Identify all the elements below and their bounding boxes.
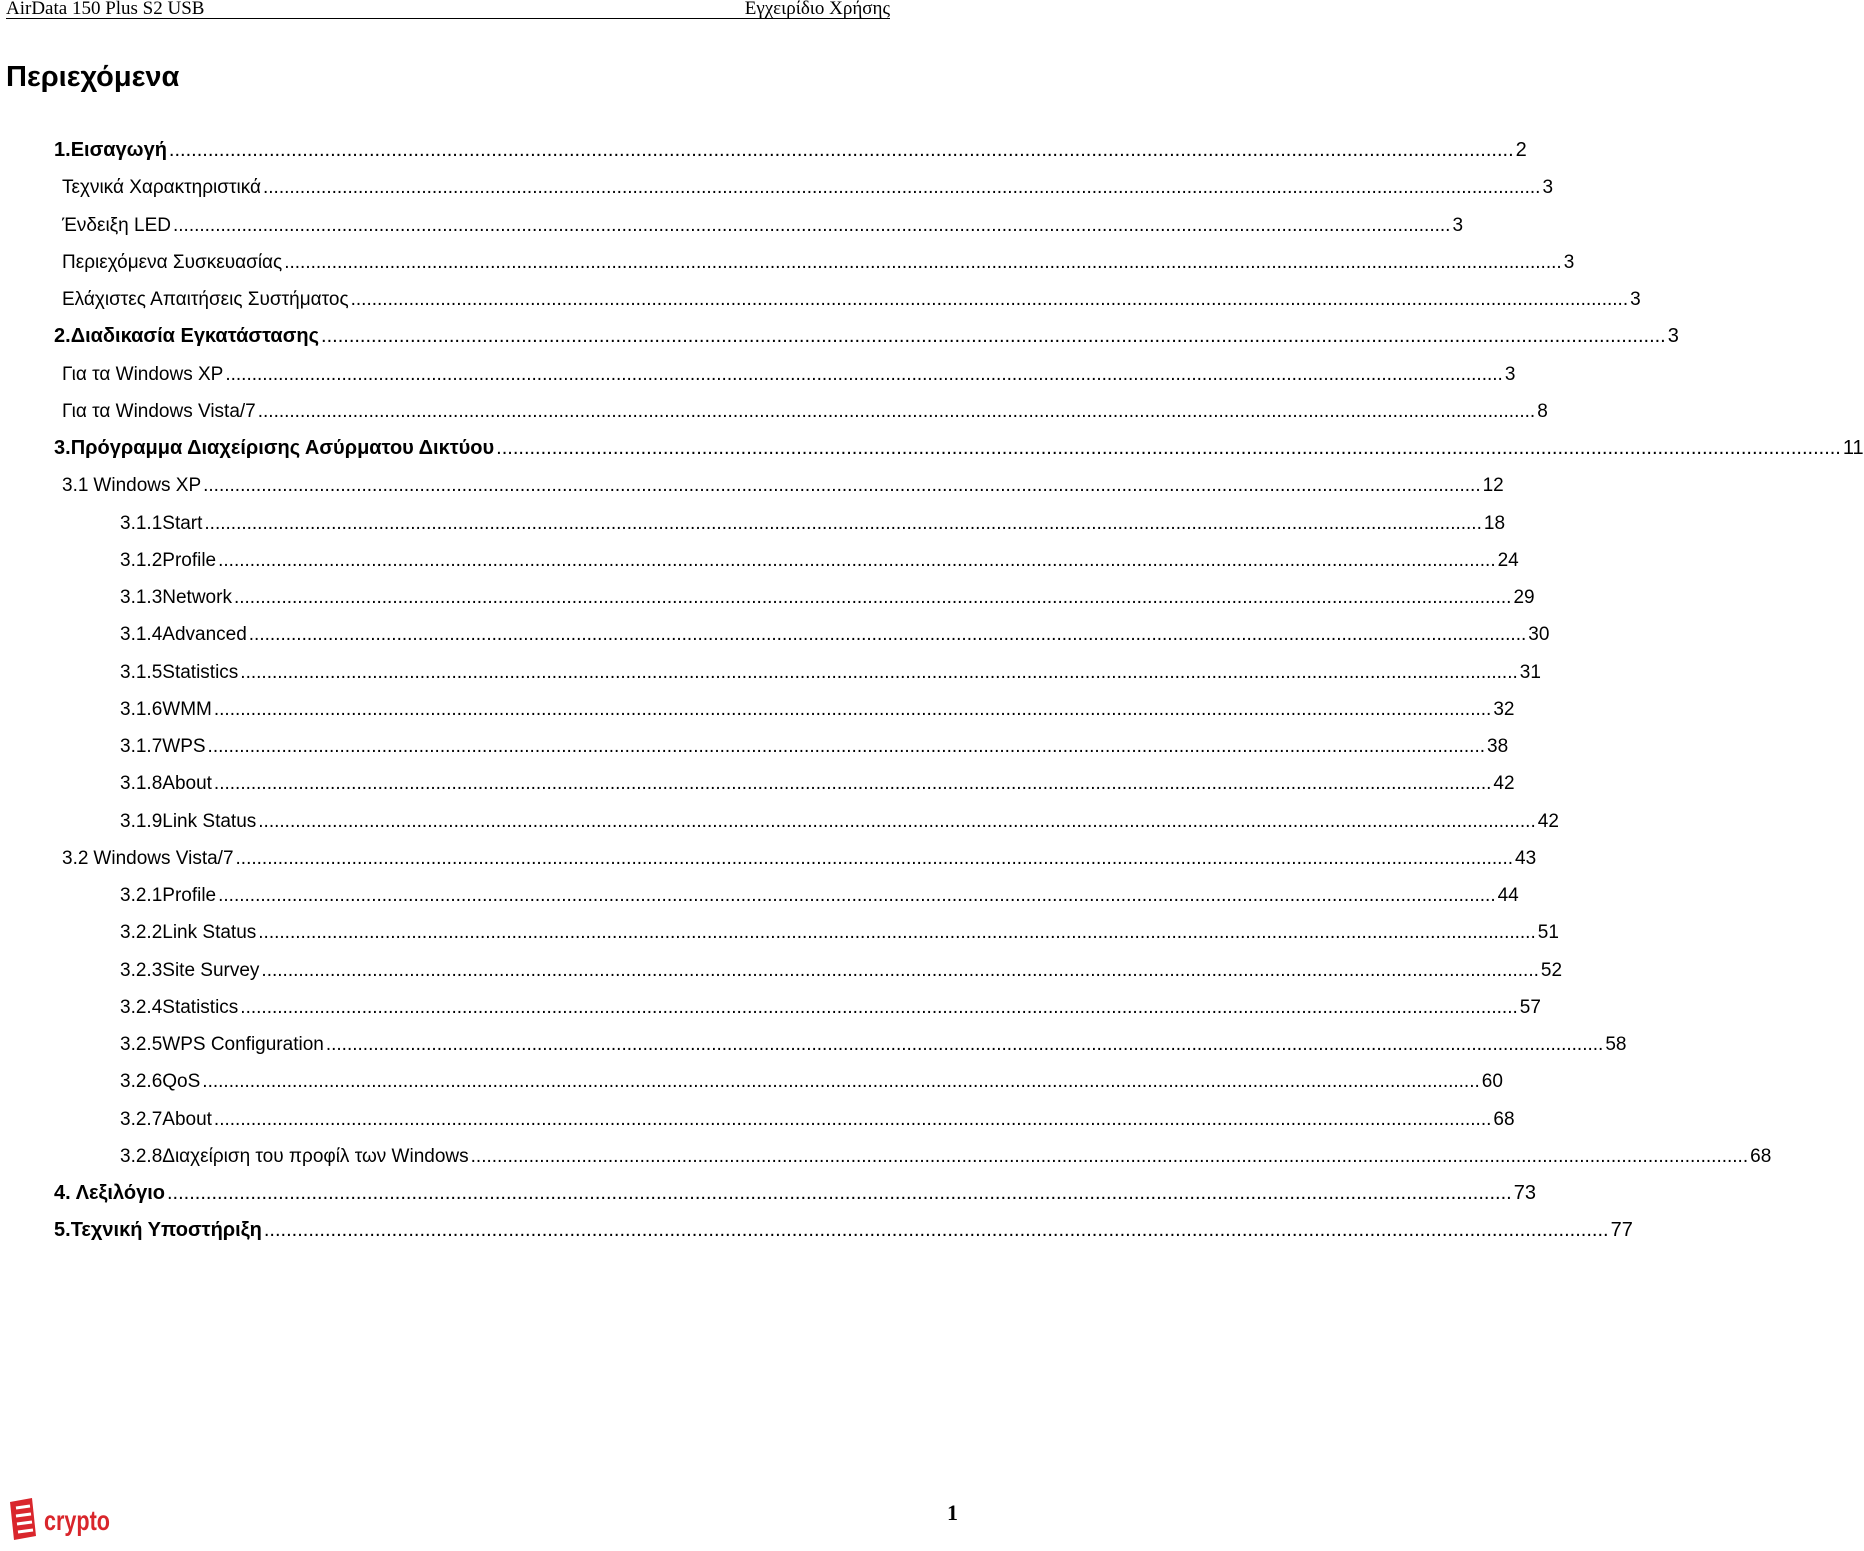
toc-entry-label: Link Status xyxy=(162,922,257,944)
toc-entry-label: About xyxy=(162,1108,212,1130)
toc-entry-label: Windows Vista/7 xyxy=(93,847,234,869)
toc-entry-number: 3.1.7 xyxy=(120,736,163,757)
toc-entry-page: 12 xyxy=(1482,475,1504,497)
toc-entry[interactable] xyxy=(62,393,1548,430)
toc-entry-page: 38 xyxy=(1487,736,1509,757)
toc-entry-page: 3 xyxy=(1667,325,1679,348)
toc-entry-page: 77 xyxy=(1610,1219,1633,1242)
toc-entry-number: 3.1.3 xyxy=(120,587,163,608)
toc-entry[interactable] xyxy=(120,952,1563,989)
dot-leader xyxy=(173,207,1450,244)
toc-entry[interactable] xyxy=(120,803,1559,840)
toc-entry[interactable] xyxy=(120,505,1506,542)
toc-entry-number: 3.2 xyxy=(62,847,89,869)
dot-leader xyxy=(208,728,1485,765)
toc-entry-label: Site Survey xyxy=(162,959,260,981)
toc-entry-number: 1. xyxy=(54,139,71,161)
dot-leader xyxy=(218,542,1495,579)
toc-entry-number: 3.2.8 xyxy=(120,1145,163,1167)
toc-entry-label: Link Status xyxy=(162,810,257,832)
dot-leader xyxy=(264,1212,1609,1249)
dot-leader xyxy=(496,430,1841,467)
toc-entry-label: Network xyxy=(162,587,232,608)
dot-leader xyxy=(167,1175,1512,1212)
toc-entry-label: Advanced xyxy=(162,624,247,646)
toc-entry-label: WMM xyxy=(162,698,212,720)
toc-entry-label: Profile xyxy=(162,549,217,571)
dot-leader xyxy=(351,281,1628,318)
toc-entry[interactable] xyxy=(120,989,1541,1026)
dot-leader xyxy=(249,616,1526,653)
toc-entry[interactable] xyxy=(62,207,1464,244)
toc-entry-label: Profile xyxy=(162,885,217,906)
crypto-logo-mark xyxy=(10,1498,36,1540)
toc-entry-label: Για τα Windows Vista/7 xyxy=(62,400,256,422)
toc-entry[interactable] xyxy=(120,616,1550,653)
toc-entry-page: 11 xyxy=(1842,437,1864,459)
toc-entry-number: 3.2.2 xyxy=(120,922,163,944)
toc-entry-page: 43 xyxy=(1515,847,1537,869)
toc-entry-page: 3 xyxy=(1542,177,1554,199)
toc-entry-page: 60 xyxy=(1481,1071,1503,1093)
toc-entry[interactable] xyxy=(54,318,1679,355)
toc-entry-page: 18 xyxy=(1483,512,1506,534)
toc-entry-number: 3.1.9 xyxy=(120,810,163,832)
toc-entry-number: 3.1.5 xyxy=(120,661,163,683)
toc-entry-page: 24 xyxy=(1497,549,1519,571)
dot-leader xyxy=(240,654,1517,691)
toc-entry[interactable] xyxy=(62,467,1504,504)
toc-entry-page: 42 xyxy=(1493,773,1515,795)
toc-entry[interactable] xyxy=(120,1026,1627,1063)
toc-entry-label: Windows XP xyxy=(93,475,202,497)
toc-entry-label: WPS xyxy=(162,736,206,757)
toc-entry-label: Για τα Windows XP xyxy=(62,363,224,385)
dot-leader xyxy=(236,840,1513,877)
toc-entry[interactable] xyxy=(62,840,1537,877)
page-header xyxy=(6,0,890,19)
toc-entry[interactable] xyxy=(120,579,1535,616)
toc-entry-number: 5. xyxy=(54,1219,71,1242)
dot-leader xyxy=(214,691,1491,728)
toc-entry-label: Statistics xyxy=(162,661,239,683)
toc-entry-page: 3 xyxy=(1452,214,1464,236)
toc-entry[interactable] xyxy=(62,356,1516,393)
dot-leader xyxy=(240,989,1517,1026)
toc-entry-page: 3 xyxy=(1504,363,1516,385)
toc-entry-number: 3.1 xyxy=(62,475,89,497)
toc-entry-page: 68 xyxy=(1750,1145,1772,1167)
dot-leader xyxy=(234,579,1511,616)
toc-entry-number: 3.2.7 xyxy=(120,1108,163,1130)
dot-leader xyxy=(321,318,1666,355)
crypto-logo-text: crypto xyxy=(44,1505,110,1536)
toc-entry-page: 32 xyxy=(1493,698,1515,720)
toc-entry[interactable] xyxy=(120,542,1519,579)
crypto-logo xyxy=(4,1496,114,1544)
toc-entry-label: Τεχνικά Χαρακτηριστικά xyxy=(62,177,261,199)
toc-entry[interactable] xyxy=(120,1138,1772,1175)
toc-entry-label: QoS xyxy=(162,1071,201,1093)
toc-entry-number: 3.2.5 xyxy=(120,1034,163,1055)
toc-entry[interactable] xyxy=(54,430,1864,467)
toc-entry-number: 2. xyxy=(54,325,71,348)
toc-entry-number: 3.2.6 xyxy=(120,1071,163,1093)
toc-entry[interactable] xyxy=(54,1212,1633,1249)
dot-leader xyxy=(471,1138,1748,1175)
dot-leader xyxy=(326,1026,1603,1063)
dot-leader xyxy=(218,877,1495,914)
toc-entry[interactable] xyxy=(120,654,1541,691)
toc-entry[interactable] xyxy=(62,244,1575,281)
toc-entry-number: 3.2.1 xyxy=(120,885,163,906)
toc-entry-page: 30 xyxy=(1528,624,1550,646)
toc-entry-label: Τεχνική Υποστήριξη xyxy=(70,1219,262,1242)
toc-entry-label: WPS Configuration xyxy=(162,1034,324,1055)
toc-entry-number: 3.1.2 xyxy=(120,549,163,571)
toc-entry[interactable] xyxy=(62,169,1554,206)
dot-leader xyxy=(214,1101,1491,1138)
toc-entry-page: 31 xyxy=(1519,661,1541,683)
toc-entry[interactable] xyxy=(120,877,1519,914)
dot-leader xyxy=(214,765,1491,802)
toc-entry-number: 3.2.4 xyxy=(120,996,163,1018)
toc-entry[interactable] xyxy=(120,765,1515,802)
toc-entry-label: Λεξιλόγιο xyxy=(75,1182,165,1204)
toc-entry-label: Πρόγραμμα Διαχείρισης Ασύρματου Δικτύου xyxy=(70,437,495,459)
toc-entry-label: Ένδειξη LED xyxy=(62,214,171,236)
header-product-name: AirData 150 Plus S2 USB xyxy=(6,0,205,19)
toc-entry-page: 3 xyxy=(1630,289,1641,310)
toc-entry[interactable] xyxy=(120,728,1509,765)
dot-leader xyxy=(263,169,1540,206)
dot-leader xyxy=(204,505,1481,542)
toc-entry-label: Διαδικασία Εγκατάστασης xyxy=(70,325,320,348)
toc-entry-label: Ελάχιστες Απαιτήσεις Συστήματος xyxy=(62,289,349,310)
dot-leader xyxy=(258,914,1535,951)
toc-entry-number: 3.1.4 xyxy=(120,624,163,646)
toc-entry-page: 73 xyxy=(1513,1182,1536,1204)
toc-entry-page: 68 xyxy=(1493,1108,1515,1130)
toc-entry-page: 8 xyxy=(1537,400,1548,422)
toc-entry-number: 3.1.8 xyxy=(120,773,163,795)
toc-entry[interactable] xyxy=(120,914,1559,951)
toc-entry-label: Statistics xyxy=(162,996,239,1018)
dot-leader xyxy=(258,803,1535,840)
dot-leader xyxy=(225,356,1502,393)
toc-entry-page: 44 xyxy=(1497,885,1519,906)
toc-entry-label: Διαχείριση του προφίλ των Windows xyxy=(162,1145,469,1167)
toc-entry-number: 3. xyxy=(54,437,71,459)
dot-leader xyxy=(202,1063,1479,1100)
dot-leader xyxy=(203,467,1480,504)
toc-title: Περιεχόμενα xyxy=(6,61,180,93)
dot-leader xyxy=(258,393,1535,430)
toc-entry-page: 51 xyxy=(1537,922,1559,944)
toc-entry-page: 29 xyxy=(1513,587,1535,608)
toc-entry[interactable] xyxy=(54,132,1527,169)
toc-entry-number: 3.1.6 xyxy=(120,698,163,720)
toc-entry-label: About xyxy=(162,773,212,795)
page-number: 1 xyxy=(947,1500,958,1525)
toc-entry-page: 58 xyxy=(1605,1034,1627,1055)
toc-entry-page: 3 xyxy=(1563,251,1575,273)
toc-entry[interactable] xyxy=(62,281,1641,318)
toc-entry-label: Εισαγωγή xyxy=(70,139,167,161)
header-document-type: Εγχειρίδιο Χρήσης xyxy=(744,0,890,19)
toc-entry-number: 3.1.1 xyxy=(120,512,163,534)
dot-leader xyxy=(261,952,1538,989)
dot-leader xyxy=(284,244,1561,281)
toc-entry[interactable] xyxy=(120,1101,1515,1138)
toc-entry-label: Περιεχόμενα Συσκευασίας xyxy=(62,251,283,273)
toc-entry-page: 52 xyxy=(1540,959,1563,981)
toc-entry[interactable] xyxy=(120,1063,1503,1100)
toc-entry[interactable] xyxy=(54,1175,1536,1212)
toc-entry-number: 4. xyxy=(54,1182,71,1204)
dot-leader xyxy=(169,132,1514,169)
toc-entry-number: 3.2.3 xyxy=(120,959,163,981)
toc-entry-page: 42 xyxy=(1537,810,1559,832)
toc-entry[interactable] xyxy=(120,691,1515,728)
toc-entry-page: 57 xyxy=(1519,996,1541,1018)
toc-entry-label: Start xyxy=(162,512,203,534)
toc-entry-page: 2 xyxy=(1515,139,1527,161)
